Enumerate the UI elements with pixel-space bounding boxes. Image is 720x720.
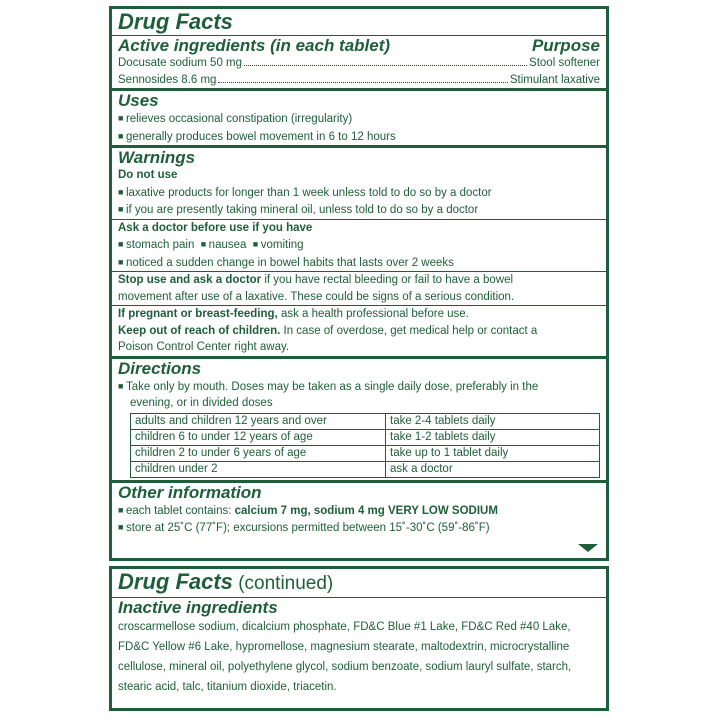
- dosage-table: [130, 413, 600, 478]
- other-information-section: [112, 480, 606, 537]
- table-row: [131, 445, 600, 461]
- ask-doctor-symptoms: [118, 236, 600, 254]
- directions-heading: Directions: [118, 358, 202, 378]
- inactive-ingredients-header: [112, 597, 606, 617]
- other-info-item: [118, 502, 600, 520]
- symptom-item: ■ stomach pain: [118, 239, 194, 251]
- other-info-item: ■ store at 25˚C (77˚F); excursions permitted between 15˚-30˚C (59˚-86˚F): [118, 519, 600, 537]
- keep-out-bold: Keep out of reach of children.: [118, 324, 281, 337]
- table-row: [131, 461, 600, 477]
- drug-facts-continued-title: [118, 569, 600, 597]
- leader-dots: [244, 65, 527, 66]
- uses-heading: Uses: [118, 91, 159, 110]
- ingredient-purpose: Stool softener: [529, 57, 600, 69]
- pregnancy-line: [118, 306, 600, 323]
- continued-arrow-icon: [578, 544, 598, 552]
- stop-use-text: if you have rectal bleeding or fail to have a bowel: [261, 274, 514, 286]
- ask-doctor-heading: Ask a doctor before use if you have: [118, 221, 313, 234]
- ask-doctor-item: ■ noticed a sudden change in bowel habits that lasts over 2 weeks: [118, 254, 600, 272]
- dose-cell: take 1-2 tablets daily: [386, 429, 600, 445]
- do-not-use-item: ■ laxative products for longer than 1 week unless told to do so by a doctor: [118, 184, 600, 202]
- age-cell: adults and children 12 years and over: [131, 413, 386, 429]
- table-row: [131, 413, 600, 429]
- inactive-ingredients-heading: Inactive ingredients: [118, 598, 278, 617]
- title-text: Drug Facts: [118, 569, 233, 594]
- pregnancy-text: ask a health professional before use.: [277, 308, 469, 320]
- warnings-heading: Warnings: [118, 148, 196, 167]
- ingredient-row: [118, 55, 600, 72]
- keep-out-line: [118, 323, 600, 340]
- uses-item: ■ generally produces bowel movement in 6 to 12 hours: [118, 128, 600, 146]
- stop-use-line: movement after use of a laxative. These could be signs of a serious condition.: [118, 290, 515, 303]
- uses-item: ■ relieves occasional constipation (irregularity): [118, 110, 600, 128]
- age-cell: children under 2: [131, 461, 386, 477]
- other-information-heading: Other information: [118, 482, 262, 502]
- drug-facts-title: Drug Facts: [118, 9, 233, 34]
- ingredient-name: Docusate sodium 50 mg: [118, 57, 243, 69]
- ingredient-purpose: Stimulant laxative: [509, 73, 600, 86]
- ask-doctor-block: [112, 219, 606, 272]
- do-not-use-item: ■ if you are presently taking mineral oil, unless told to do so by a doctor: [118, 201, 600, 219]
- active-ingredients-section: [112, 9, 606, 88]
- uses-section: [112, 88, 606, 145]
- stop-use-block: [112, 271, 606, 305]
- dose-cell: take 2-4 tablets daily: [386, 413, 600, 429]
- keep-out-text: In case of overdose, get medical help or contact a: [280, 324, 538, 337]
- do-not-use-heading: Do not use: [118, 169, 178, 181]
- directions-section: [112, 356, 606, 478]
- keep-out-line: Poison Control Center right away.: [118, 341, 290, 353]
- dose-cell: take up to 1 tablet daily: [386, 445, 600, 461]
- symptom-item: ■ nausea: [201, 239, 247, 251]
- dose-cell: ask a doctor: [386, 461, 600, 477]
- ingredient-name: Sennosides 8.6 mg: [118, 73, 217, 86]
- warnings-section: [112, 145, 606, 356]
- pregnancy-bold: If pregnant or breast-feeding,: [118, 308, 278, 320]
- active-ingredients-header: [112, 35, 606, 55]
- purpose-heading: Purpose: [531, 36, 600, 55]
- leader-dots: [218, 82, 507, 83]
- title-suffix: (continued): [232, 573, 334, 594]
- stop-use-bold: Stop use and ask a doctor: [118, 274, 262, 286]
- table-row: [131, 429, 600, 445]
- directions-intro: ■ Take only by mouth. Doses may be taken as a single daily dose, preferably in the: [118, 378, 600, 396]
- age-cell: children 2 to under 6 years of age: [131, 445, 386, 461]
- pregnancy-block: [112, 305, 606, 356]
- stop-use-line: [118, 272, 600, 289]
- drug-facts-panel: [109, 6, 609, 561]
- other-info-bold: calcium 7 mg, sodium 4 mg VERY LOW SODIUM: [234, 504, 498, 517]
- directions-intro-cont: evening, or in divided doses: [130, 397, 273, 409]
- symptom-item: ■ vomiting: [253, 239, 304, 251]
- active-ingredients-heading: Active ingredients (in each tablet): [118, 36, 391, 55]
- age-cell: children 6 to under 12 years of age: [131, 429, 386, 445]
- inactive-ingredients-list: croscarmellose sodium, dicalcium phosphate, FD&C Blue #1 Lake, FD&C Red #40 Lake, FD&C Yellow #6 Lake, hypromellose, magnesium stearate, maltodextrin, microcrystalline cellulose, mineral oil, polyethylene glycol, sodium benzoate, sodium lauryl sulfate, starch, stearic acid, talc, titanium dioxide, triacetin.: [118, 621, 572, 693]
- drug-facts-continued-panel: [109, 566, 609, 711]
- other-info-text: each tablet contains:: [125, 504, 235, 517]
- ingredient-row: [118, 72, 600, 89]
